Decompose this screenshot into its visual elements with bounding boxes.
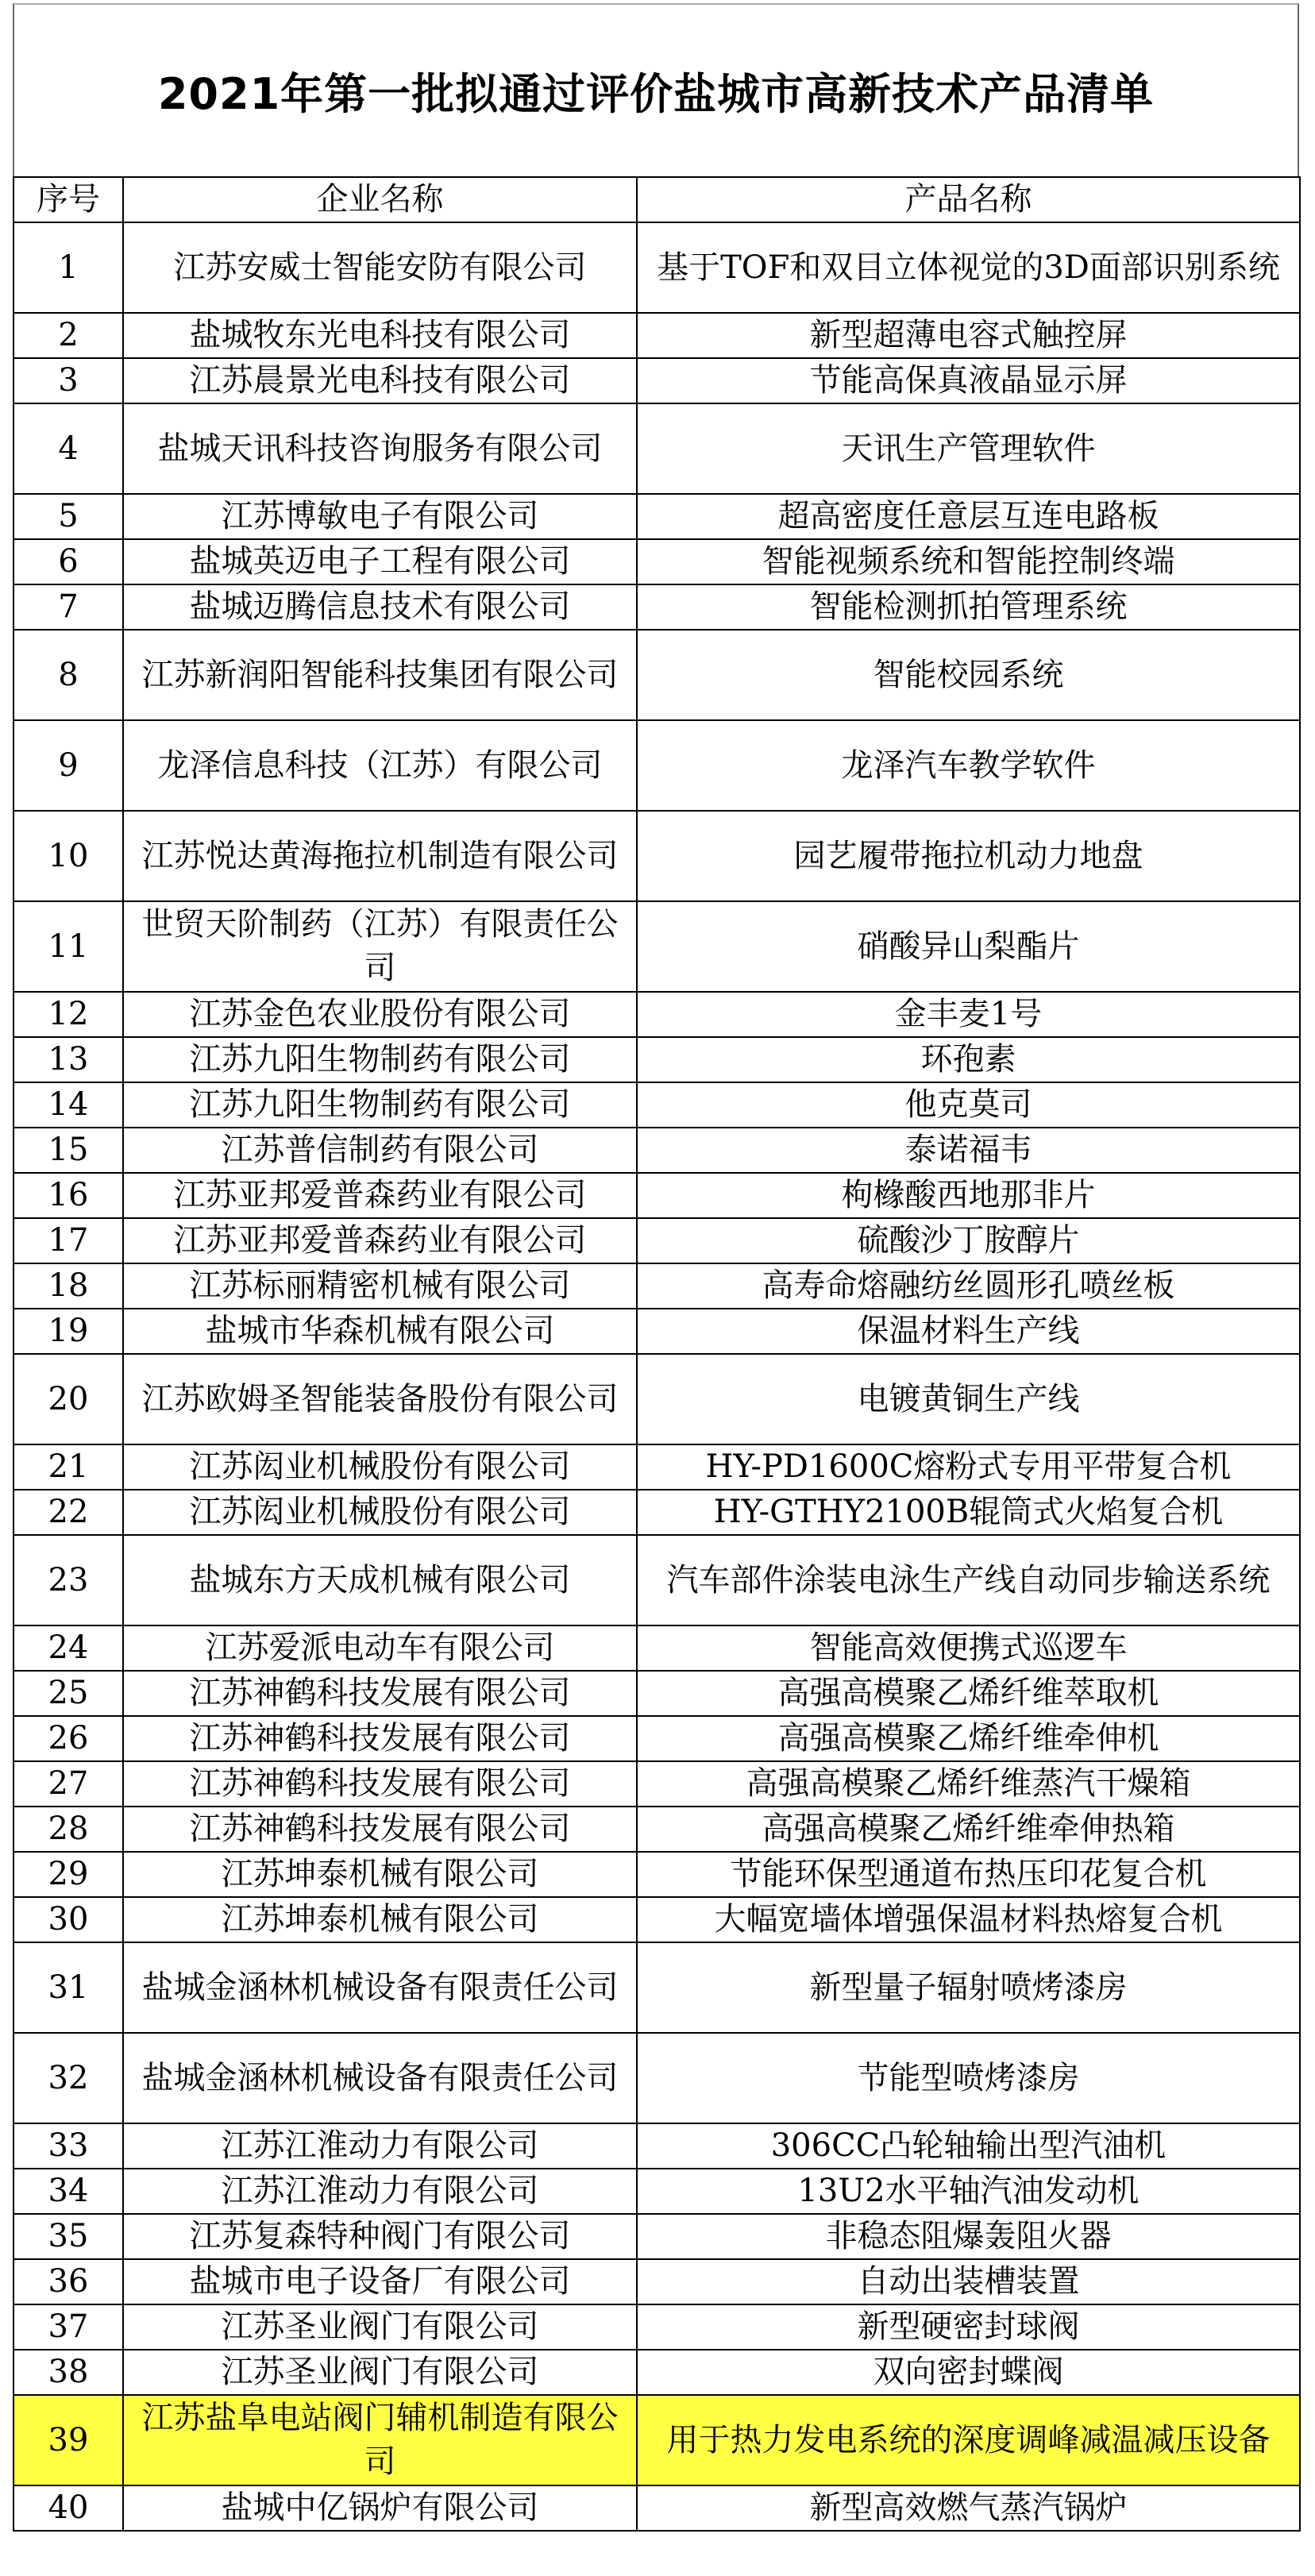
company-name: 盐城英迈电子工程有限公司 [123, 539, 637, 584]
table-row [13, 2214, 1300, 2259]
company-name: 江苏亚邦爱普森药业有限公司 [123, 1218, 637, 1263]
header-company: 企业名称 [123, 177, 637, 222]
table-row [13, 2350, 1300, 2395]
company-name: 江苏爱派电动车有限公司 [123, 1625, 637, 1671]
product-name: 306CC凸轮轴输出型汽油机 [637, 2123, 1300, 2169]
table-row [13, 1807, 1300, 1852]
table-row [13, 1082, 1300, 1128]
table-row [13, 358, 1300, 403]
row-number: 14 [13, 1082, 123, 1128]
product-name: 新型超薄电容式触控屏 [637, 313, 1300, 358]
company-name: 盐城金涵林机械设备有限责任公司 [123, 1942, 637, 2033]
row-number: 12 [13, 992, 123, 1037]
product-name: 新型量子辐射喷烤漆房 [637, 1942, 1300, 2033]
row-number: 28 [13, 1807, 123, 1852]
row-number: 35 [13, 2214, 123, 2259]
company-name: 江苏新润阳智能科技集团有限公司 [123, 630, 637, 720]
title-cell [13, 3, 1299, 176]
table-row [13, 1897, 1300, 1942]
table-row [13, 2485, 1300, 2531]
table-row [13, 901, 1300, 992]
row-number: 33 [13, 2123, 123, 2169]
row-number: 4 [13, 403, 123, 494]
product-name: 用于热力发电系统的深度调峰减温减压设备 [637, 2395, 1300, 2485]
product-name: 大幅宽墙体增强保温材料热熔复合机 [637, 1897, 1300, 1942]
company-name: 江苏神鹤科技发展有限公司 [123, 1716, 637, 1761]
company-name: 江苏安威士智能安防有限公司 [123, 222, 637, 313]
product-name: 节能型喷烤漆房 [637, 2033, 1300, 2123]
product-name: 高强高模聚乙烯纤维牵伸机 [637, 1716, 1300, 1761]
table-row [13, 720, 1300, 811]
table-row [13, 1354, 1300, 1444]
company-name: 盐城市电子设备厂有限公司 [123, 2259, 637, 2304]
row-number: 31 [13, 1942, 123, 2033]
product-name: 基于TOF和双目立体视觉的3D面部识别系统 [637, 222, 1300, 313]
product-name: HY-GTHY2100B辊筒式火焰复合机 [637, 1490, 1300, 1535]
row-number: 19 [13, 1309, 123, 1354]
row-number: 24 [13, 1625, 123, 1671]
product-name: 新型硬密封球阀 [637, 2304, 1300, 2350]
table-row [13, 1490, 1300, 1535]
table-row [13, 1444, 1300, 1490]
product-table [13, 176, 1301, 2532]
table-row [13, 1671, 1300, 1716]
row-number: 39 [13, 2395, 123, 2485]
company-name: 江苏闳业机械股份有限公司 [123, 1490, 637, 1535]
table-row [13, 1309, 1300, 1354]
table-row [13, 584, 1300, 630]
company-name: 江苏闳业机械股份有限公司 [123, 1444, 637, 1490]
company-name: 江苏圣业阀门有限公司 [123, 2350, 637, 2395]
row-number: 26 [13, 1716, 123, 1761]
company-name: 江苏盐阜电站阀门辅机制造有限公司 [123, 2395, 637, 2485]
product-name: 金丰麦1号 [637, 992, 1300, 1037]
table-row [13, 1942, 1300, 2033]
product-name: 新型高效燃气蒸汽锅炉 [637, 2485, 1300, 2531]
company-name: 江苏普信制药有限公司 [123, 1128, 637, 1173]
row-number: 2 [13, 313, 123, 358]
row-number: 30 [13, 1897, 123, 1942]
row-number: 9 [13, 720, 123, 811]
table-row [13, 1716, 1300, 1761]
table-row [13, 494, 1300, 539]
row-number: 29 [13, 1852, 123, 1897]
company-name: 盐城市华森机械有限公司 [123, 1309, 637, 1354]
row-number: 40 [13, 2485, 123, 2531]
header-number: 序号 [13, 177, 123, 222]
table-row [13, 1535, 1300, 1625]
table-row [13, 2033, 1300, 2123]
company-name: 盐城中亿锅炉有限公司 [123, 2485, 637, 2531]
product-name: 龙泽汽车教学软件 [637, 720, 1300, 811]
table-row [13, 1761, 1300, 1807]
table-body [13, 222, 1300, 2531]
row-number: 1 [13, 222, 123, 313]
table-row [13, 403, 1300, 494]
product-name: 汽车部件涂装电泳生产线自动同步输送系统 [637, 1535, 1300, 1625]
company-name: 江苏九阳生物制药有限公司 [123, 1082, 637, 1128]
product-name: 高强高模聚乙烯纤维蒸汽干燥箱 [637, 1761, 1300, 1807]
page-title: 2021年第一批拟通过评价盐城市高新技术产品清单 [157, 68, 1155, 119]
table-header-row [13, 177, 1300, 222]
company-name: 江苏欧姆圣智能装备股份有限公司 [123, 1354, 637, 1444]
product-name: 泰诺福韦 [637, 1128, 1300, 1173]
row-number: 34 [13, 2169, 123, 2214]
product-name: 电镀黄铜生产线 [637, 1354, 1300, 1444]
product-name: 高强高模聚乙烯纤维萃取机 [637, 1671, 1300, 1716]
table-row [13, 313, 1300, 358]
row-number: 13 [13, 1037, 123, 1082]
company-name: 江苏九阳生物制药有限公司 [123, 1037, 637, 1082]
table-row [13, 1173, 1300, 1218]
product-name: 硫酸沙丁胺醇片 [637, 1218, 1300, 1263]
company-name: 江苏亚邦爱普森药业有限公司 [123, 1173, 637, 1218]
company-name: 盐城牧东光电科技有限公司 [123, 313, 637, 358]
company-name: 江苏江淮动力有限公司 [123, 2169, 637, 2214]
row-number: 27 [13, 1761, 123, 1807]
row-number: 7 [13, 584, 123, 630]
row-number: 22 [13, 1490, 123, 1535]
row-number: 21 [13, 1444, 123, 1490]
table-row [13, 222, 1300, 313]
company-name: 江苏复森特种阀门有限公司 [123, 2214, 637, 2259]
product-name: 非稳态阻爆轰阻火器 [637, 2214, 1300, 2259]
company-name: 江苏神鹤科技发展有限公司 [123, 1671, 637, 1716]
product-name: 他克莫司 [637, 1082, 1300, 1128]
header-product: 产品名称 [637, 177, 1300, 222]
company-name: 江苏悦达黄海拖拉机制造有限公司 [123, 811, 637, 901]
company-name: 江苏江淮动力有限公司 [123, 2123, 637, 2169]
company-name: 盐城东方天成机械有限公司 [123, 1535, 637, 1625]
row-number: 32 [13, 2033, 123, 2123]
product-name: 自动出装槽装置 [637, 2259, 1300, 2304]
product-name: 智能检测抓拍管理系统 [637, 584, 1300, 630]
company-name: 江苏晨景光电科技有限公司 [123, 358, 637, 403]
company-name: 江苏圣业阀门有限公司 [123, 2304, 637, 2350]
table-row [13, 539, 1300, 584]
product-name: 节能环保型通道布热压印花复合机 [637, 1852, 1300, 1897]
table-row [13, 1218, 1300, 1263]
table-row [13, 630, 1300, 720]
table-row [13, 1128, 1300, 1173]
product-name: 13U2水平轴汽油发动机 [637, 2169, 1300, 2214]
company-name: 世贸天阶制药（江苏）有限责任公司 [123, 901, 637, 992]
product-name: 智能视频系统和智能控制终端 [637, 539, 1300, 584]
product-name: 保温材料生产线 [637, 1309, 1300, 1354]
company-name: 江苏标丽精密机械有限公司 [123, 1263, 637, 1309]
row-number: 18 [13, 1263, 123, 1309]
company-name: 江苏坤泰机械有限公司 [123, 1897, 637, 1942]
row-number: 15 [13, 1128, 123, 1173]
row-number: 23 [13, 1535, 123, 1625]
row-number: 17 [13, 1218, 123, 1263]
product-name: 高强高模聚乙烯纤维牵伸热箱 [637, 1807, 1300, 1852]
product-name: 节能高保真液晶显示屏 [637, 358, 1300, 403]
product-name: 智能校园系统 [637, 630, 1300, 720]
product-name: 高寿命熔融纺丝圆形孔喷丝板 [637, 1263, 1300, 1309]
company-name: 江苏神鹤科技发展有限公司 [123, 1761, 637, 1807]
table-row [13, 1852, 1300, 1897]
company-name: 江苏金色农业股份有限公司 [123, 992, 637, 1037]
product-name: 硝酸异山梨酯片 [637, 901, 1300, 992]
table-row [13, 2395, 1300, 2485]
product-name: HY-PD1600C熔粉式专用平带复合机 [637, 1444, 1300, 1490]
table-row [13, 2259, 1300, 2304]
company-name: 盐城金涵林机械设备有限责任公司 [123, 2033, 637, 2123]
row-number: 20 [13, 1354, 123, 1444]
product-name: 超高密度任意层互连电路板 [637, 494, 1300, 539]
table-row [13, 2123, 1300, 2169]
company-name: 龙泽信息科技（江苏）有限公司 [123, 720, 637, 811]
row-number: 25 [13, 1671, 123, 1716]
product-name: 双向密封蝶阀 [637, 2350, 1300, 2395]
row-number: 8 [13, 630, 123, 720]
company-name: 盐城天讯科技咨询服务有限公司 [123, 403, 637, 494]
row-number: 38 [13, 2350, 123, 2395]
product-name: 天讯生产管理软件 [637, 403, 1300, 494]
company-name: 江苏神鹤科技发展有限公司 [123, 1807, 637, 1852]
table-row [13, 811, 1300, 901]
company-name: 江苏博敏电子有限公司 [123, 494, 637, 539]
table-row [13, 2169, 1300, 2214]
table-row [13, 2304, 1300, 2350]
row-number: 11 [13, 901, 123, 992]
product-name: 枸橼酸西地那非片 [637, 1173, 1300, 1218]
table-row [13, 1263, 1300, 1309]
table-row [13, 1625, 1300, 1671]
product-name: 园艺履带拖拉机动力地盘 [637, 811, 1300, 901]
row-number: 6 [13, 539, 123, 584]
company-name: 盐城迈腾信息技术有限公司 [123, 584, 637, 630]
product-name: 环孢素 [637, 1037, 1300, 1082]
row-number: 10 [13, 811, 123, 901]
product-name: 智能高效便携式巡逻车 [637, 1625, 1300, 1671]
row-number: 37 [13, 2304, 123, 2350]
table-row [13, 1037, 1300, 1082]
row-number: 16 [13, 1173, 123, 1218]
row-number: 36 [13, 2259, 123, 2304]
row-number: 3 [13, 358, 123, 403]
table-row [13, 992, 1300, 1037]
row-number: 5 [13, 494, 123, 539]
company-name: 江苏坤泰机械有限公司 [123, 1852, 637, 1897]
